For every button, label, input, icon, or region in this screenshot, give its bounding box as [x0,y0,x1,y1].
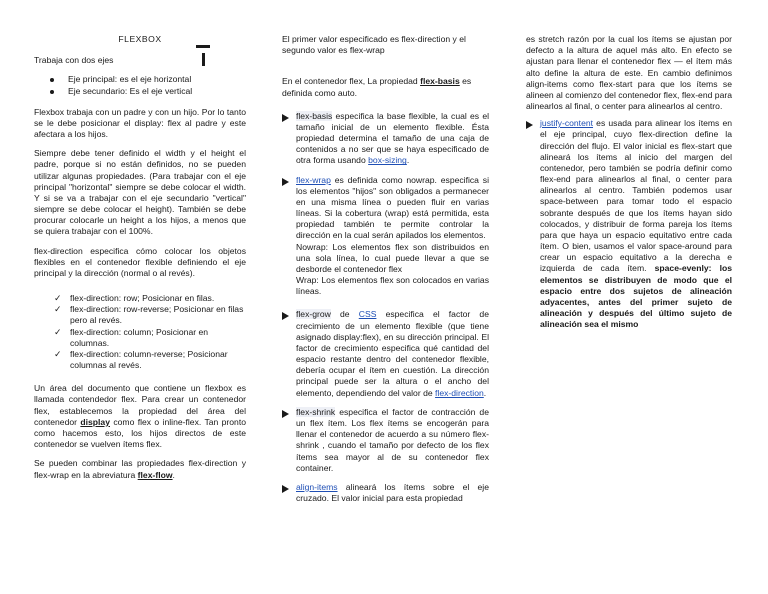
arrow-bullet-icon [282,410,289,418]
bullet-icon [50,90,54,94]
list-item: ✓ flex-direction: column-reverse; Posicionar columnas al revés. [54,348,228,371]
paragraph: Se pueden combinar las propiedades flex-direction y flex-wrap en la abreviatura flex-flow. [34,458,246,480]
box-sizing-link[interactable]: box-sizing [368,155,407,166]
flex-wrap-link[interactable]: flex-wrap [296,174,331,185]
wrap-text: Wrap: Los elementos flex son colocados en varias líneas. [296,275,489,297]
bullet-icon [50,78,54,82]
paragraph: Siempre debe tener definido el width y el height el padre, porque si no están definidos, no se pueden utilizar algunas propiedades. (Para trabajar con el eje principal "horizontal" siempre se debe colocar el width. Y si se va a trabajar con el eje secundario "vertical" siempre se debe colocar el height). También se debe procurar colocarle un height a los hijos, a menos que se quiera trabajar con el 100%. [34,148,246,237]
check-icon: ✓ [54,348,62,359]
list-item: ✓ flex-direction: row-reverse; Posicionar en filas pero al revés. [54,304,244,326]
flex-basis-link[interactable]: flex-basis [420,76,460,87]
flex-wrap-item: flex-wrap es definida como nowrap. especifica si los elementos "hijos" son obligados a permanecer en una misma línea o pueden fluir en varias líneas. Si la cobertura (wrap) está permitida, esta propiedad también te permite controlar la dirección en la cual serán apilados los elementos. Nowrap: Los elementos flex son distribuidos en una sola línea, lo cual puede llevar a que se desborde el contenedor flex Wrap: Los elementos flex son colocados en varias líneas. [282,175,489,298]
paragraph: Flexbox trabaja con un padre y con un hijo. Por lo tanto se le debe posicionar el display: flex al padre y este afectara a los hijos. [34,106,246,140]
arrow-bullet-icon [282,114,289,122]
arrow-bullet-icon [282,485,289,493]
column-1 [34,34,246,489]
paragraph: Un área del documento que contiene un flexbox es llamada contendedor flex. Para crear un contenedor flex, establecemos la propiedad del área del contenedor display como flex o inline-flex. Tan pronto como hacemos esto, los hijos directos de este contenedor se vuelven ítems flex. [34,383,247,450]
arrow-bullet-icon [526,121,533,129]
arrow-bullet-icon [282,312,289,320]
paragraph: El primer valor especificado es flex-direction y el segundo valor es flex-wrap [282,34,466,56]
direction-list [34,293,246,371]
intro-text: Trabaja con dos ejes [34,55,114,66]
justify-content-item: justify-content es usada para alinear los ítems en el eje principal, cuyo flex-direction define la dirección del flujo. El valor inicial es flex-start que alineará los ítems al inicio del margen del contenedor, pero también se podría definir como flex-end para alinearlos al final, o center para alinearlos al centro. También podemos usar space-between para tomar todo el espacio sobrante después de que los ítems hayan sido colocados, y distribuir de forma pareja los ítems para que haya un espacio equitativo entre cada ítem. O bien, usamos el valor space-around para crear un espacio equitativo a la derecha e izquierda de cada ítem. space-evenly: los elementos se distribuyen de modo que el espacio entre dos sujetos de alineación adyacentes, antes del primer sujeto de alineación y después del último sujeto de alineación sea el mismo [526,118,732,330]
list-item: ✓ flex-direction: column; Posicionar en columnas. [54,326,209,348]
horizontal-axis-icon [196,45,210,48]
align-items-link[interactable]: align-items [296,481,338,492]
column-3 [526,34,732,338]
css-link[interactable]: CSS [358,309,377,320]
vertical-axis-icon [202,53,205,66]
list-item: Eje principal: es el eje horizontal [34,74,246,85]
nowrap-text: Nowrap: Los elementos flex son distribuidos en una sola línea, lo cual puede llevar a que se desborde el contenedor flex [296,241,489,274]
flex-grow-item: flex-grow de CSS especifica el factor de crecimiento de un elemento flexible (que tiene asignado display:flex), en su dirección principal. El factor de crecimiento especifica qué cantidad del espacio restante dentro del contenedor flexible, debería ocupar el ítem en cuestión. La dirección principal puede ser la altura o el ancho del elemento, dependiendo del valor de flex-direction. [282,309,489,398]
justify-content-link[interactable]: justify-content [540,118,594,129]
align-items-item: align-items alineará los ítems sobre el eje cruzado. El valor inicial para esta propiedad [282,482,489,504]
paragraph: es stretch razón por la cual los ítems se ajustan por defecto a la altura de aquel más alto. En efecto se ajustan para llenar el contenedor flex — el ítem más alto define la altura de este. En cambio definimos align-items como flex-start para que los ítems se alineen al comienzo del contenedor flex, flex-end para alinearlos al final, o center para alinearlos al centro. [526,34,732,112]
flex-basis-item: flex-basis especifica la base flexible, la cual es el tamaño inicial de un elemento flexible. Ésta propiedad determina el tamaño de una caja de contenidos a no ser que se haya especificado de otra forma usando box-sizing. [282,111,489,167]
check-icon: ✓ [54,304,62,315]
flex-flow-link[interactable]: flex-flow [137,469,173,480]
list-item: ✓ flex-direction: row; Posicionar en filas. [54,293,215,304]
list-item: Eje secundario: Es el eje vertical [34,86,246,97]
check-icon: ✓ [54,326,62,337]
axes-list [34,74,246,96]
display-link[interactable]: display [80,416,110,427]
flex-direction-link[interactable]: flex-direction [435,387,484,398]
check-icon: ✓ [54,293,62,304]
arrow-bullet-icon [282,178,289,186]
flex-shrink-item: flex-shrink especifica el factor de contracción de un flex ítem. Los flex ítems se encogerán para llenar el contenedor de acuerdo a su número flex-shrink , cuando el tamaño por defecto de los flex ítems sea mayor al de su contenedor flex container. [282,407,489,474]
page-title: FLEXBOX [118,34,162,44]
column-2 [282,34,489,512]
paragraph: En el contenedor flex, La propiedad flex-basis es definida como auto. [282,76,472,98]
paragraph: flex-direction especifica cómo colocar los objetos flexibles en el contenedor flexible definiendo el eje principal y la dirección (normal o al revés). [34,245,246,278]
